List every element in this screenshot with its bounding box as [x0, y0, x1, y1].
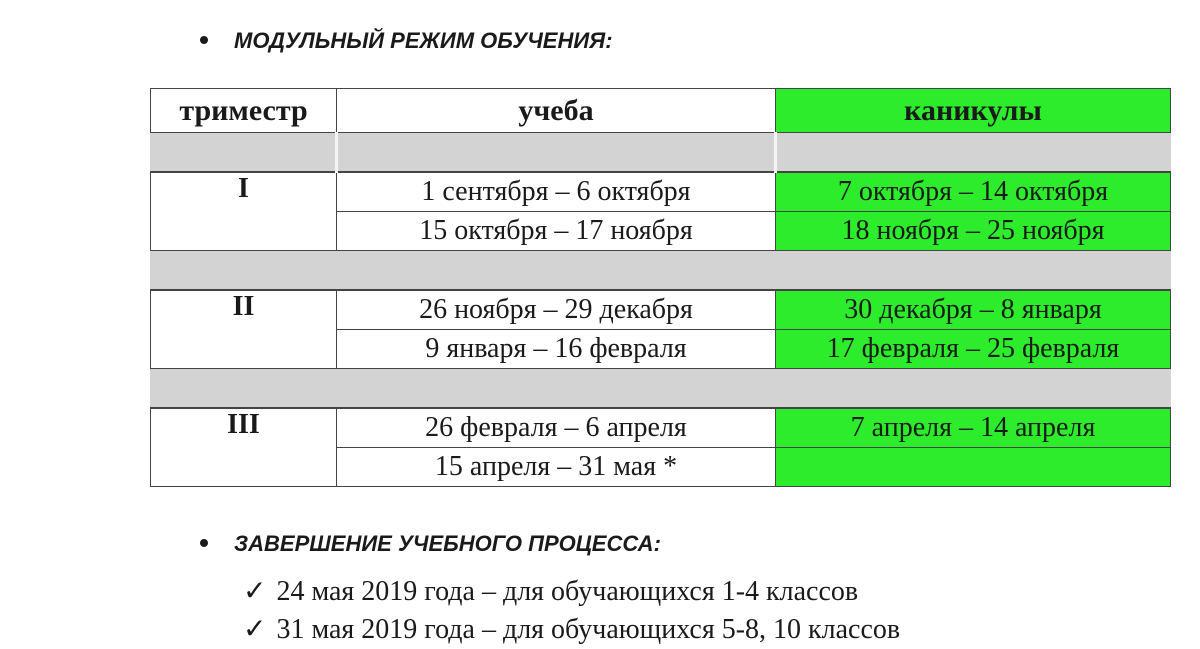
- holiday-period: 7 октября – 14 октября: [776, 172, 1171, 212]
- study-period: 9 января – 16 февраля: [337, 330, 776, 369]
- holiday-period: 7 апреля – 14 апреля: [776, 408, 1171, 448]
- holiday-period: 17 февраля – 25 февраля: [776, 330, 1171, 369]
- spacer-row: [151, 251, 1171, 291]
- list-item: [243, 573, 900, 611]
- header-study: учеба: [337, 89, 776, 133]
- study-period: 15 апреля – 31 мая *: [337, 448, 776, 487]
- spacer-row: [151, 133, 1171, 173]
- table-row: [151, 290, 1171, 330]
- trimester-label: I: [151, 172, 337, 251]
- bullet-icon: [200, 539, 208, 547]
- holiday-period: 30 декабря – 8 января: [776, 290, 1171, 330]
- heading-modular-regime: [200, 28, 613, 54]
- completion-text: 31 мая 2019 года – для обучающихся 5-8, 10 классов: [276, 614, 901, 645]
- study-period: 26 февраля – 6 апреля: [337, 408, 776, 448]
- checkmark-icon: ✓: [243, 614, 267, 645]
- holiday-period: [776, 448, 1171, 487]
- bullet-icon: [200, 36, 208, 44]
- study-period: 1 сентября – 6 октября: [337, 172, 776, 212]
- trimester-label: II: [151, 290, 337, 369]
- heading-completion-text: ЗАВЕРШЕНИЕ УЧЕБНОГО ПРОЦЕССА:: [234, 531, 661, 556]
- holiday-period: 18 ноября – 25 ноября: [776, 212, 1171, 251]
- study-period: 26 ноября – 29 декабря: [337, 290, 776, 330]
- checkmark-icon: ✓: [243, 576, 267, 607]
- schedule-table: [150, 88, 1171, 487]
- list-item: [243, 611, 900, 649]
- completion-text: 24 мая 2019 года – для обучающихся 1-4 классов: [276, 576, 859, 607]
- table-row: [151, 408, 1171, 448]
- heading-modular-text: МОДУЛЬНЫЙ РЕЖИМ ОБУЧЕНИЯ:: [234, 28, 613, 53]
- header-trimester: триместр: [151, 89, 337, 133]
- heading-completion: [200, 531, 661, 557]
- study-period: 15 октября – 17 ноября: [337, 212, 776, 251]
- spacer-row: [151, 369, 1171, 409]
- table-row: [151, 172, 1171, 212]
- header-row: [151, 89, 1171, 133]
- trimester-label: III: [151, 408, 337, 487]
- completion-list: [243, 573, 900, 649]
- header-holidays: каникулы: [776, 89, 1171, 133]
